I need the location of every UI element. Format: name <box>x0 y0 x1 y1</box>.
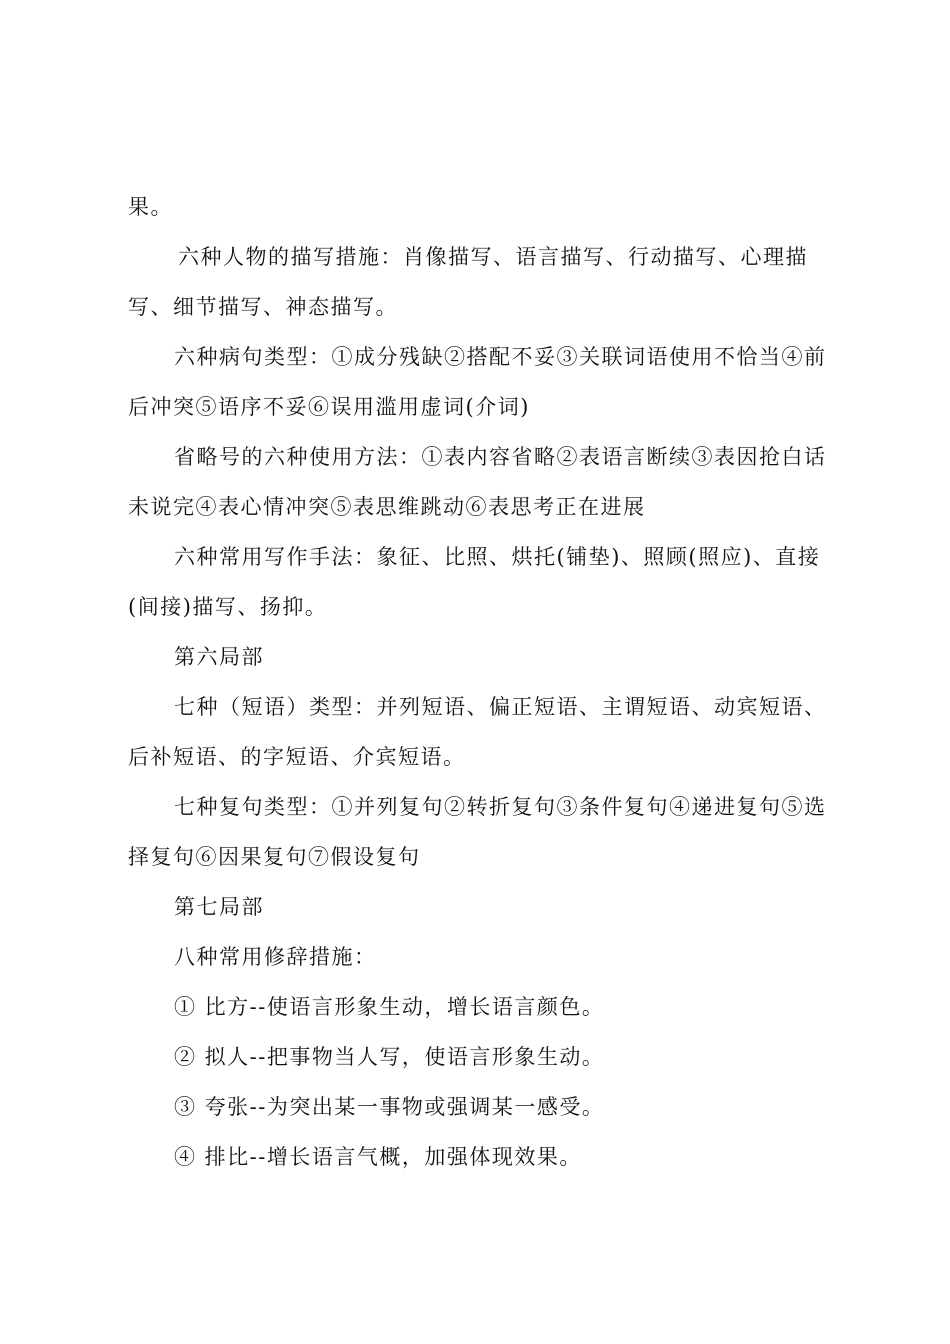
text-line: 省略号的六种使用方法：①表内容省略②表语言断续③表因抢白话 <box>174 445 827 469</box>
section-heading-part-six <box>128 632 833 682</box>
text-line: 七种（短语）类型：并列短语、偏正短语、主谓短语、动宾短语、 <box>174 695 827 719</box>
text-line: 写、细节描写、神态描写。 <box>128 295 398 319</box>
text-line: 第六局部 <box>174 645 264 669</box>
text-line: 六种常用写作手法：象征、比照、烘托(铺垫)、照顾(照应)、直接 <box>174 545 821 569</box>
paragraph-sentence-errors <box>128 332 833 432</box>
text-line: 六种人物的描写措施：肖像描写、语言描写、行动描写、心理描 <box>178 245 808 269</box>
paragraph-complex-sentences <box>128 782 833 882</box>
document-body <box>128 182 833 1182</box>
paragraph-writing-techniques <box>128 532 833 632</box>
list-item-metaphor <box>128 982 833 1032</box>
text-line: ② 拟人--把事物当人写，使语言形象生动。 <box>174 1045 605 1069</box>
text-line: 七种复句类型：①并列复句②转折复句③条件复句④递进复句⑤选 <box>174 795 827 819</box>
text-line: 未说完④表心情冲突⑤表思维跳动⑥表思考正在进展 <box>128 495 646 519</box>
text-line: 后补短语、的字短语、介宾短语。 <box>128 745 466 769</box>
list-item-exaggeration <box>128 1082 833 1132</box>
paragraph-rhetoric-intro <box>128 932 833 982</box>
paragraph-character-description <box>128 232 833 332</box>
text-line: 八种常用修辞措施： <box>174 945 377 969</box>
section-heading-part-seven <box>128 882 833 932</box>
paragraph-continuation <box>128 182 833 232</box>
text-line: 后冲突⑤语序不妥⑥误用滥用虚词(介词) <box>128 395 530 419</box>
text-line: 择复句⑥因果复句⑦假设复句 <box>128 845 421 869</box>
list-item-parallelism <box>128 1132 833 1182</box>
text-line: 果。 <box>128 195 173 219</box>
text-line: ③ 夸张--为突出某一事物或强调某一感受。 <box>174 1095 605 1119</box>
list-item-personification <box>128 1032 833 1082</box>
text-line: 六种病句类型：①成分残缺②搭配不妥③关联词语使用不恰当④前 <box>174 345 827 369</box>
text-line: ④ 排比--增长语言气概，加强体现效果。 <box>174 1145 582 1169</box>
paragraph-ellipsis-usage <box>128 432 833 532</box>
paragraph-phrase-types <box>128 682 833 782</box>
text-line: 第七局部 <box>174 895 264 919</box>
text-line: ① 比方--使语言形象生动，增长语言颜色。 <box>174 995 605 1019</box>
text-line: (间接)描写、扬抑。 <box>128 595 328 619</box>
